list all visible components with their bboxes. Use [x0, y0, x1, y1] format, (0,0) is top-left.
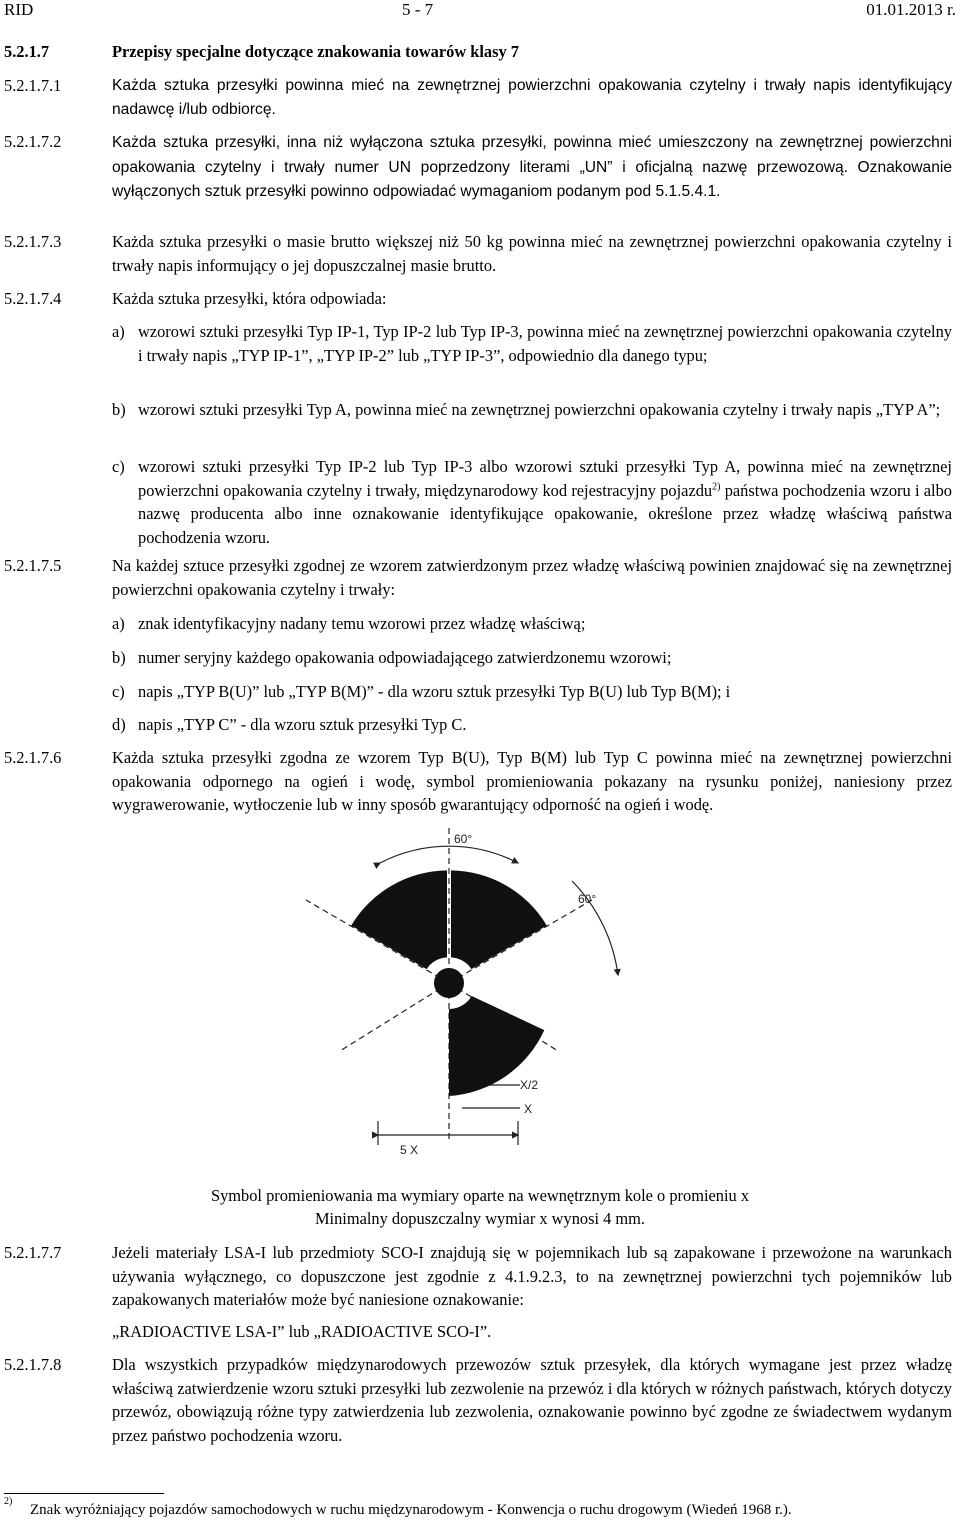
list-item	[112, 455, 952, 549]
section-text: Każda sztuka przesyłki powinna mieć na zewnętrznej powierzchni opakowania czytelny i trwały napis identyfikujący nadawcę i/lub odbiorcę.	[112, 77, 952, 118]
section-number: 5.2.1.7.7	[4, 1243, 62, 1262]
section-text-2: Oznakowanie wyłączonych sztuk przesyłki powinno odpowiadać wymaganiom podanym pod 5.1.5.4.1.	[112, 158, 952, 200]
footnote-divider	[4, 1493, 164, 1494]
section-number: 5.2.1.7.5	[4, 556, 62, 575]
section-5-2-1-7-8	[4, 1353, 952, 1447]
section-number: 5.2.1.7.1	[4, 76, 62, 95]
section-number: 5.2.1.7.3	[4, 232, 62, 251]
section-5-2-1-7	[4, 40, 952, 64]
dimension-label-x-half: X/2	[520, 1078, 539, 1092]
list-text: wzorowi sztuki przesyłki Typ IP-2 lub Typ IP-3 albo wzorowi sztuki przesyłki Typ A, powinna mieć na zewnętrznej powierzchni opakowania czytelny i trwały, międzynarodowy kod rejestracyjny pojazdu$^{2)}$ państwa pochodzenia wzoru i albo nazwę producenta albo inne oznakowanie identyfikujące opakowanie, określone przez władzę właściwą państwa pochodzenia wzoru.	[138, 457, 952, 547]
footnote-ref: 2)	[712, 481, 721, 493]
list-item	[112, 320, 952, 367]
list-label: a)	[112, 614, 125, 633]
section-text: Dla wszystkich przypadków międzynarodowych przewozów sztuk przesyłek, dla których wymagane jest przez władzę właściwą zatwierdzenie wzoru sztuki przesyłki lub zezwolenie na przewóz i dla których w różnych państwach, których dotyczy przewóz, obowiązują różne typy zatwierdzenia lub zezwolenia, oznakowanie powinno być zgodne ze świadectwem wydanym przez państwo pochodzenia wzoru.	[112, 1355, 952, 1445]
section-number: 5.2.1.7.8	[4, 1355, 62, 1374]
section-text: Każda sztuka przesyłki, inna niż wyłączona sztuka przesyłki, powinna mieć umieszczony na zewnętrznej powierzchni opakowania czytelny i trwały numer UN poprzedzony literami „UN” i oficjalną nazwę przewozową.	[112, 134, 952, 176]
list-label: c)	[112, 457, 125, 476]
list-item	[112, 646, 952, 670]
list-text: znak identyfikacyjny nadany temu wzorowi przez władzę właściwą;	[138, 614, 586, 633]
section-text: Każda sztuka przesyłki o masie brutto większej niż 50 kg powinna mieć na zewnętrznej powierzchni opakowania czytelny i trwały napis informujący o jej dopuszczalnej masie brutto.	[112, 232, 952, 275]
figure-caption-1: Symbol promieniowania ma wymiary oparte na wewnętrznym kole o promieniu x	[210, 1186, 750, 1205]
section-5-2-1-7-2	[4, 130, 952, 204]
list-label: b)	[112, 400, 126, 419]
radioactive-marking-text: „RADIOACTIVE LSA-I” lub „RADIOACTIVE SCO-I”.	[112, 1322, 492, 1341]
section-quote	[4, 1320, 952, 1344]
radiation-blade-top-right-icon	[451, 870, 547, 969]
radiation-symbol-figure	[250, 823, 710, 1168]
section-text: Jeżeli materiały LSA-I lub przedmioty SCO-I znajdują się w pojemnikach lub są zapakowane i przewożone na warunkach używania wyłącznego, co dopuszczone jest zgodnie z 4.1.9.2.3, to na zewnętrznej powierzchni tych pojemników lub zapakowanych materiałów może być naniesione oznakowanie:	[112, 1243, 952, 1309]
list-item	[112, 612, 952, 636]
list-label: a)	[112, 322, 125, 341]
section-text: Na każdej sztuce przesyłki zgodnej ze wzorem zatwierdzonym przez władzę właściwą powinien znajdować się na zewnętrznej powierzchni opakowania czytelny i trwały:	[112, 556, 952, 599]
angle-label-top: 60°	[454, 832, 473, 846]
list-text: napis „TYP C” - dla wzoru sztuk przesyłki Typ C.	[138, 715, 467, 734]
header-left: RID	[4, 0, 34, 19]
section-number: 5.2.1.7.6	[4, 748, 62, 767]
footnote-mark: 2)	[4, 1496, 13, 1507]
header-date: 01.01.2013 r.	[866, 0, 956, 19]
section-5-2-1-7-5	[4, 554, 952, 601]
section-number: 5.2.1.7.2	[4, 132, 62, 151]
list-label: d)	[112, 715, 126, 734]
list-item	[112, 398, 952, 422]
list-label: c)	[112, 682, 125, 701]
section-title: Przepisy specjalne dotyczące znakowania towarów klasy 7	[112, 42, 519, 61]
section-5-2-1-7-3	[4, 230, 952, 277]
list-text: wzorowi sztuki przesyłki Typ A, powinna mieć na zewnętrznej powierzchni opakowania czytelny i trwały napis „TYP A”;	[138, 400, 941, 419]
angle-label-right: 60°	[578, 892, 597, 906]
list-text: napis „TYP B(U)” lub „TYP B(M)” - dla wzoru sztuk przesyłki Typ B(U) lub Typ B(M); i	[138, 682, 731, 701]
section-5-2-1-7-7	[4, 1241, 952, 1312]
section-number: 5.2.1.7.4	[4, 289, 62, 308]
dimension-label-5x: 5 X	[400, 1143, 419, 1157]
section-5-2-1-7-4	[4, 287, 952, 311]
header-page-number: 5 - 7	[402, 0, 434, 19]
figure-caption-2: Minimalny dopuszczalny wymiar x wynosi 4 mm.	[314, 1209, 646, 1228]
footnote	[4, 1496, 954, 1519]
section-number: 5.2.1.7	[4, 42, 50, 61]
list-text: numer seryjny każdego opakowania odpowiadającego zatwierdzonemu wzorowi;	[138, 648, 672, 667]
section-5-2-1-7-1	[4, 74, 952, 121]
footnote-text: Znak wyróżniający pojazdów samochodowych w ruchu międzynarodowym - Konwencja o ruchu drogowym (Wiedeń 1968 r.).	[30, 1502, 792, 1518]
section-text: Każda sztuka przesyłki, która odpowiada:	[112, 289, 387, 308]
list-text: wzorowi sztuki przesyłki Typ IP-1, Typ IP-2 lub Typ IP-3, powinna mieć na zewnętrznej powierzchni opakowania czytelny i trwały napis „TYP IP-1”, „TYP IP-2” lub „TYP IP-3”, odpowiednio dla danego typu;	[138, 322, 952, 365]
list-item	[112, 680, 952, 704]
list-label: b)	[112, 648, 126, 667]
page-header	[4, 0, 956, 24]
section-text: Każda sztuka przesyłki zgodna ze wzorem Typ B(U), Typ B(M) lub Typ C powinna mieć na zewnętrznej powierzchni opakowania odpornego na ogień i wodę, symbol promieniowania pokazany na rysunku poniżej, naniesiony przez wygrawerowanie, wytłoczenie lub w inny sposób gwarantujący odporność na ogień i wodę.	[112, 748, 952, 814]
list-item	[112, 713, 952, 737]
radiation-center-circle	[434, 968, 464, 998]
radiation-blade-top-left-icon	[351, 870, 447, 969]
section-5-2-1-7-6	[4, 746, 952, 817]
dimension-label-x: X	[524, 1102, 533, 1116]
